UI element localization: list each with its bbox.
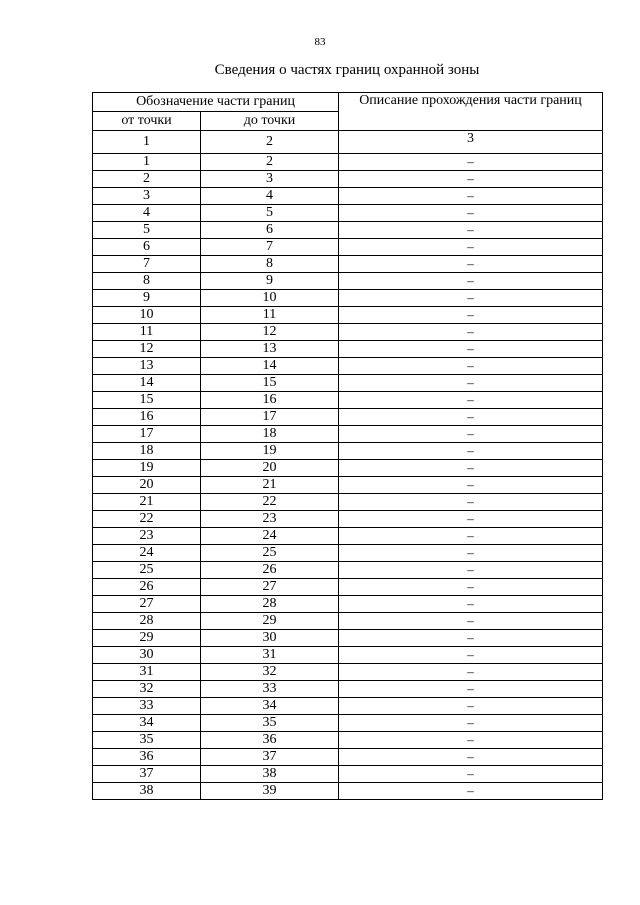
from-point-cell: 25 (93, 562, 201, 579)
table-row (93, 766, 603, 783)
to-point-cell: 37 (201, 749, 339, 766)
to-point-cell: 18 (201, 426, 339, 443)
description-cell: – (339, 324, 603, 341)
from-point-cell: 11 (93, 324, 201, 341)
description-cell: – (339, 171, 603, 188)
to-point-cell: 30 (201, 630, 339, 647)
table-row (93, 664, 603, 681)
from-point-cell: 37 (93, 766, 201, 783)
description-cell: – (339, 290, 603, 307)
from-point-cell: 4 (93, 205, 201, 222)
to-point-cell: 38 (201, 766, 339, 783)
to-point-cell: 22 (201, 494, 339, 511)
description-cell: – (339, 392, 603, 409)
table-row (93, 494, 603, 511)
from-point-cell: 31 (93, 664, 201, 681)
table-header-row (93, 93, 603, 112)
table-row (93, 392, 603, 409)
to-point-cell: 33 (201, 681, 339, 698)
description-cell: – (339, 511, 603, 528)
from-point-cell: 20 (93, 477, 201, 494)
description-cell: – (339, 358, 603, 375)
from-point-cell: 35 (93, 732, 201, 749)
description-cell: – (339, 681, 603, 698)
from-point-cell: 5 (93, 222, 201, 239)
from-point-cell: 28 (93, 613, 201, 630)
description-cell: – (339, 222, 603, 239)
description-cell: – (339, 579, 603, 596)
to-point-cell: 39 (201, 783, 339, 800)
to-point-cell: 21 (201, 477, 339, 494)
table-row (93, 630, 603, 647)
from-point-cell: 10 (93, 307, 201, 324)
table-row (93, 324, 603, 341)
description-cell: – (339, 443, 603, 460)
description-cell: – (339, 239, 603, 256)
from-point-cell: 13 (93, 358, 201, 375)
from-point-cell: 2 (93, 171, 201, 188)
description-cell: – (339, 783, 603, 800)
description-cell: – (339, 749, 603, 766)
to-point-cell: 26 (201, 562, 339, 579)
table-row (93, 273, 603, 290)
table-row (93, 528, 603, 545)
from-point-cell: 17 (93, 426, 201, 443)
table-row (93, 307, 603, 324)
to-point-cell: 31 (201, 647, 339, 664)
description-cell: – (339, 545, 603, 562)
description-cell: – (339, 596, 603, 613)
description-cell: – (339, 630, 603, 647)
from-point-cell: 9 (93, 290, 201, 307)
description-cell: – (339, 528, 603, 545)
page-number: 83 (314, 36, 326, 48)
description-cell: – (339, 188, 603, 205)
to-point-cell: 8 (201, 256, 339, 273)
table-row (93, 579, 603, 596)
header-boundary-designation: Обозначение части границ (93, 93, 339, 112)
description-cell: – (339, 477, 603, 494)
to-point-cell: 16 (201, 392, 339, 409)
from-point-cell: 6 (93, 239, 201, 256)
to-point-cell: 17 (201, 409, 339, 426)
to-point-cell: 32 (201, 664, 339, 681)
from-point-cell: 36 (93, 749, 201, 766)
table-row (93, 409, 603, 426)
description-cell: – (339, 426, 603, 443)
from-point-cell: 1 (93, 154, 201, 171)
to-point-cell: 19 (201, 443, 339, 460)
table-row (93, 511, 603, 528)
to-point-cell: 35 (201, 715, 339, 732)
from-point-cell: 8 (93, 273, 201, 290)
from-point-cell: 26 (93, 579, 201, 596)
description-cell: – (339, 732, 603, 749)
column-number: 1 (93, 131, 201, 154)
from-point-cell: 22 (93, 511, 201, 528)
from-point-cell: 27 (93, 596, 201, 613)
to-point-cell: 4 (201, 188, 339, 205)
description-cell: – (339, 460, 603, 477)
table-row (93, 290, 603, 307)
description-cell: – (339, 205, 603, 222)
boundary-parts-table (92, 92, 603, 800)
to-point-cell: 3 (201, 171, 339, 188)
to-point-cell: 14 (201, 358, 339, 375)
table-row (93, 222, 603, 239)
description-cell: – (339, 307, 603, 324)
description-cell: – (339, 766, 603, 783)
description-cell: – (339, 715, 603, 732)
to-point-cell: 34 (201, 698, 339, 715)
table-row (93, 256, 603, 273)
from-point-cell: 30 (93, 647, 201, 664)
to-point-cell: 10 (201, 290, 339, 307)
to-point-cell: 6 (201, 222, 339, 239)
table-row (93, 732, 603, 749)
table-row (93, 443, 603, 460)
to-point-cell: 2 (201, 154, 339, 171)
from-point-cell: 38 (93, 783, 201, 800)
description-cell: – (339, 409, 603, 426)
table-row (93, 239, 603, 256)
table-row (93, 205, 603, 222)
to-point-cell: 29 (201, 613, 339, 630)
table-row (93, 477, 603, 494)
document-title: Сведения о частях границ охранной зоны (214, 62, 480, 78)
column-number-row (93, 131, 603, 154)
table-row (93, 171, 603, 188)
to-point-cell: 5 (201, 205, 339, 222)
from-point-cell: 21 (93, 494, 201, 511)
table-row (93, 613, 603, 630)
description-cell: – (339, 375, 603, 392)
table-row (93, 426, 603, 443)
from-point-cell: 23 (93, 528, 201, 545)
table-row (93, 375, 603, 392)
from-point-cell: 16 (93, 409, 201, 426)
header-description: Описание прохождения части границ (339, 93, 603, 131)
from-point-cell: 19 (93, 460, 201, 477)
header-from-point: от точки (93, 112, 201, 131)
header-to-point: до точки (201, 112, 339, 131)
to-point-cell: 20 (201, 460, 339, 477)
from-point-cell: 7 (93, 256, 201, 273)
to-point-cell: 36 (201, 732, 339, 749)
to-point-cell: 27 (201, 579, 339, 596)
to-point-cell: 13 (201, 341, 339, 358)
to-point-cell: 24 (201, 528, 339, 545)
to-point-cell: 25 (201, 545, 339, 562)
description-cell: – (339, 664, 603, 681)
table-row (93, 562, 603, 579)
description-cell: – (339, 273, 603, 290)
to-point-cell: 28 (201, 596, 339, 613)
from-point-cell: 32 (93, 681, 201, 698)
table-row (93, 596, 603, 613)
description-cell: – (339, 698, 603, 715)
to-point-cell: 9 (201, 273, 339, 290)
description-cell: – (339, 256, 603, 273)
from-point-cell: 34 (93, 715, 201, 732)
description-cell: – (339, 647, 603, 664)
table-row (93, 545, 603, 562)
to-point-cell: 12 (201, 324, 339, 341)
column-number: 3 (339, 131, 603, 154)
table-row (93, 154, 603, 171)
table-row (93, 460, 603, 477)
description-cell: – (339, 494, 603, 511)
table-row (93, 358, 603, 375)
description-cell: – (339, 341, 603, 358)
from-point-cell: 15 (93, 392, 201, 409)
table-row (93, 188, 603, 205)
description-cell: – (339, 562, 603, 579)
table-row (93, 681, 603, 698)
table-row (93, 783, 603, 800)
column-number: 2 (201, 131, 339, 154)
description-cell: – (339, 154, 603, 171)
description-cell: – (339, 613, 603, 630)
table-row (93, 341, 603, 358)
from-point-cell: 33 (93, 698, 201, 715)
table-row (93, 715, 603, 732)
to-point-cell: 23 (201, 511, 339, 528)
table-row (93, 647, 603, 664)
from-point-cell: 12 (93, 341, 201, 358)
from-point-cell: 18 (93, 443, 201, 460)
from-point-cell: 24 (93, 545, 201, 562)
from-point-cell: 29 (93, 630, 201, 647)
from-point-cell: 3 (93, 188, 201, 205)
table-row (93, 749, 603, 766)
to-point-cell: 15 (201, 375, 339, 392)
from-point-cell: 14 (93, 375, 201, 392)
to-point-cell: 7 (201, 239, 339, 256)
to-point-cell: 11 (201, 307, 339, 324)
table-row (93, 698, 603, 715)
